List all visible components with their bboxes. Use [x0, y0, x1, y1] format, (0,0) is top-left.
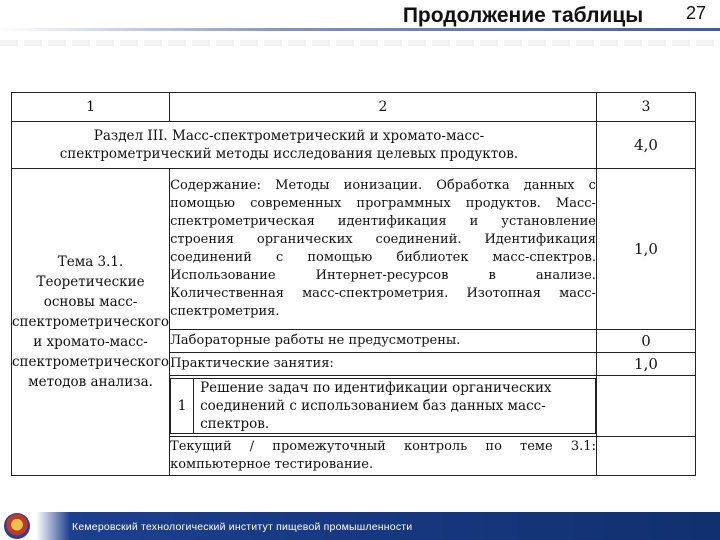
- control-hours-empty: [596, 437, 695, 476]
- curriculum-table: [11, 92, 696, 476]
- column-header-1: 1: [12, 93, 170, 122]
- topic-title: Тема 3.1. Теоретические основы масс-спектрометрического и хромато-масс-спектрометрического методов анализа.: [12, 169, 170, 476]
- page-number: 27: [685, 3, 707, 23]
- practice-item-cell: [170, 376, 597, 437]
- lab-hours: 0: [596, 330, 695, 353]
- practice-item-number: 1: [171, 379, 194, 434]
- topic-content: Содержание: Методы ионизации. Обработка данных с помощью современных программных продуктов. Масс-спектрометрическая идентификация и установление строения органических соединений. Идентификация соединений с помощью библиотек масс-спектров. Использование Интернет-ресурсов в анализе. Количественная масс-спектрометрия. Изотопная масс-спектрометрия.: [170, 169, 597, 330]
- column-header-2: 2: [170, 93, 597, 122]
- page-title: Продолжение таблицы: [402, 4, 644, 27]
- control-text: Текущий / промежуточный контроль по теме 3.1: компьютерное тестирование.: [170, 437, 597, 476]
- column-header-3: 3: [596, 93, 695, 122]
- table-header-row: [12, 93, 696, 122]
- practice-label: Практические занятия:: [170, 353, 597, 376]
- institute-logo-icon: [4, 513, 30, 539]
- section-hours: 4,0: [596, 122, 695, 169]
- practice-hours: 1,0: [596, 353, 695, 376]
- practice-item-table: [170, 378, 596, 434]
- header-divider: [0, 28, 720, 31]
- section-row: [12, 122, 696, 169]
- practice-item-text: Решение задач по идентификации органических соединений с использованием баз данных масс-спектров.: [194, 379, 596, 434]
- footer-text: Кемеровский технологический институт пищевой промышленности: [72, 521, 413, 533]
- section-title: Раздел III. Масс-спектрометрический и хромато-масс-спектрометрический методы исследования целевых продуктов.: [12, 122, 597, 169]
- practice-item-hours-empty: [596, 376, 695, 437]
- lab-text: Лабораторные работы не предусмотрены.: [170, 330, 597, 353]
- topic-content-row: [12, 169, 696, 330]
- content-hours: 1,0: [596, 169, 695, 330]
- decorative-stripe: [0, 40, 720, 46]
- header-bar: [0, 0, 720, 34]
